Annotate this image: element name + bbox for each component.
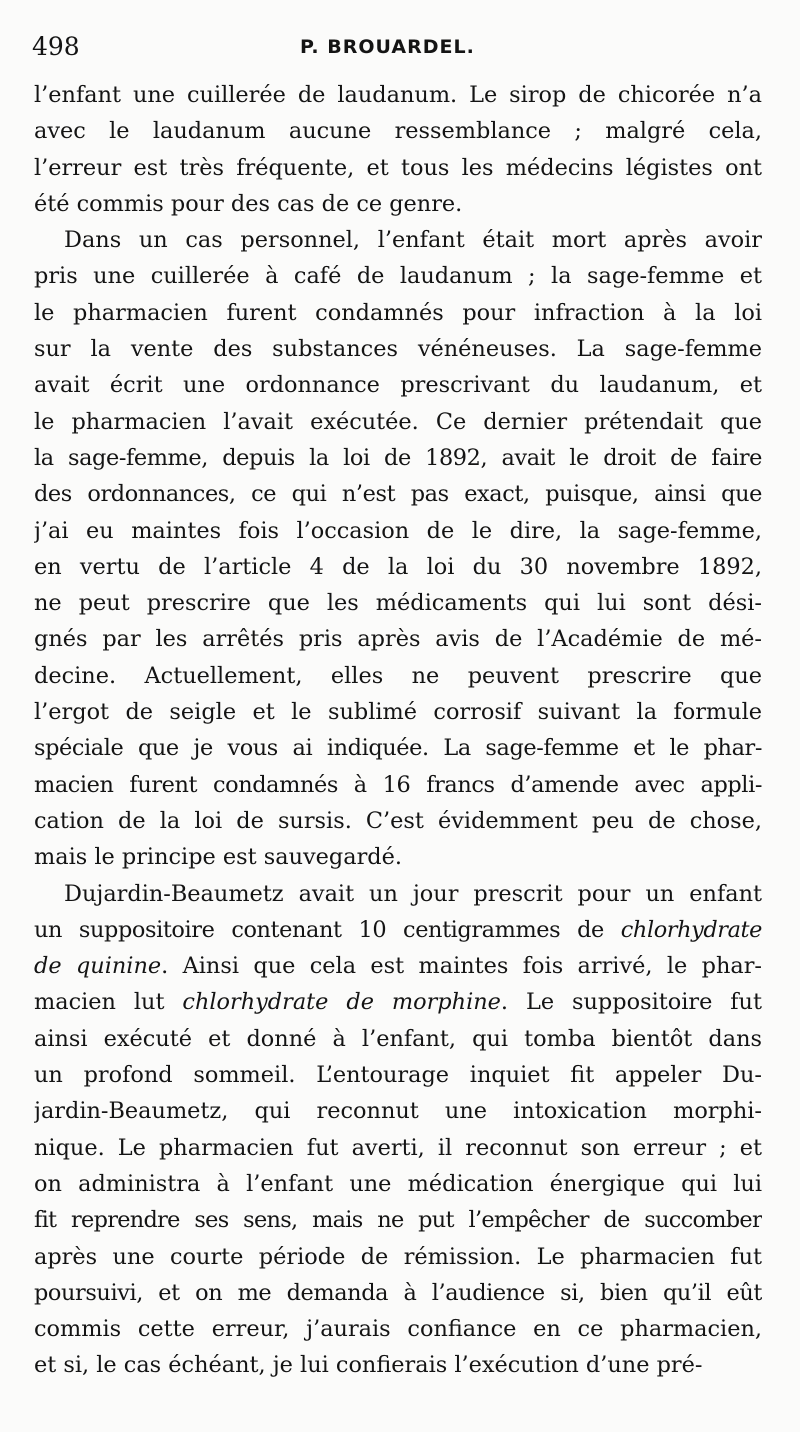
text-line: un suppositoire contenant 10 centigrammes de chlorhydrate [34,916,762,943]
text-line: avait écrit une ordonnance prescrivant du laudanum, et [34,372,762,399]
text-line: l’ergot de seigle et le sublimé corrosif suivant la formule [34,699,762,726]
text-line: mais le principe est sauvegardé. [34,844,403,871]
text-line: sur la vente des substances vénéneuses. La sage-femme [34,336,762,363]
text-line: spéciale que je vous ai indiquée. La sage-femme et le phar- [34,735,762,762]
paragraph [34,77,762,222]
italic-term: chlorhydrate [620,916,762,943]
text-line: gnés par les arrêtés pris après avis de l’Académie de mé- [34,626,762,653]
text-line: commis cette erreur, j’aurais confiance en ce pharmacien, [34,1316,762,1343]
text-line: Dans un cas personnel, l’enfant était mort après avoir [64,227,762,254]
text-line: avec le laudanum aucune ressemblance ; malgré cela, [34,118,762,145]
text-line: pris une cuillerée à café de laudanum ; la sage-femme et [34,263,762,290]
text-line: on administra à l’enfant une médication énergique qui lui [34,1170,762,1197]
text-line: l’erreur est très fréquente, et tous les médecins légistes ont [34,154,762,181]
text-line: j’ai eu maintes fois l’occasion de le dire, la sage-femme, [34,517,762,544]
body-text [34,77,762,1384]
paragraph [34,222,762,875]
text-line: ainsi exécuté et donné à l’enfant, qui tomba bientôt dans [34,1025,762,1052]
italic-term: de quinine [34,953,162,980]
text-line: cation de la loi de sursis. C’est évidemment peu de chose, [34,807,762,834]
text-line: en vertu de l’article 4 de la loi du 30 novembre 1892, [34,553,762,580]
paragraph [34,876,762,1384]
italic-term: chlorhydrate de morphine [182,989,501,1016]
text-line: après une courte période de rémission. Le pharmacien fut [34,1243,762,1270]
text-line: fit reprendre ses sens, mais ne put l’empêcher de succomber [34,1207,762,1234]
text-line: nique. Le pharmacien fut averti, il reconnut son erreur ; et [34,1134,762,1161]
text-line: jardin-Beaumetz, qui reconnut une intoxication morphi- [34,1098,762,1125]
text-line: des ordonnances, ce qui n’est pas exact, puisque, ainsi que [34,481,762,508]
text-line: Dujardin-Beaumetz avait un jour prescrit pour un enfant [64,880,762,907]
text-line: le pharmacien furent condamnés pour infraction à la loi [34,299,762,326]
page-header [32,32,772,72]
text-line: macien furent condamnés à 16 francs d’amende avec appli- [34,771,762,798]
text-line: et si, le cas échéant, je lui confierais l’exécution d’une pré- [34,1352,703,1379]
text-line: la sage-femme, depuis la loi de 1892, avait le droit de faire [34,444,762,471]
page-number: 498 [32,32,80,61]
text-line: un profond sommeil. L’entourage inquiet fit appeler Du- [34,1062,762,1089]
running-head: P. BROUARDEL. [300,36,475,58]
text-line: de quinine. Ainsi que cela est maintes fois arrivé, le phar- [34,953,762,980]
text-line: ne peut prescrire que les médicaments qui lui sont dési- [34,590,762,617]
text-line: le pharmacien l’avait exécutée. Ce dernier prétendait que [34,408,762,435]
text-line: été commis pour des cas de ce genre. [34,190,463,217]
text-line: l’enfant une cuillerée de laudanum. Le sirop de chicorée n’a [34,82,762,108]
text-line: decine. Actuellement, elles ne peuvent prescrire que [34,662,762,689]
text-line: poursuivi, et on me demanda à l’audience si, bien qu’il eût [34,1279,762,1306]
text-line: macien lut chlorhydrate de morphine. Le suppositoire fut [34,989,762,1016]
